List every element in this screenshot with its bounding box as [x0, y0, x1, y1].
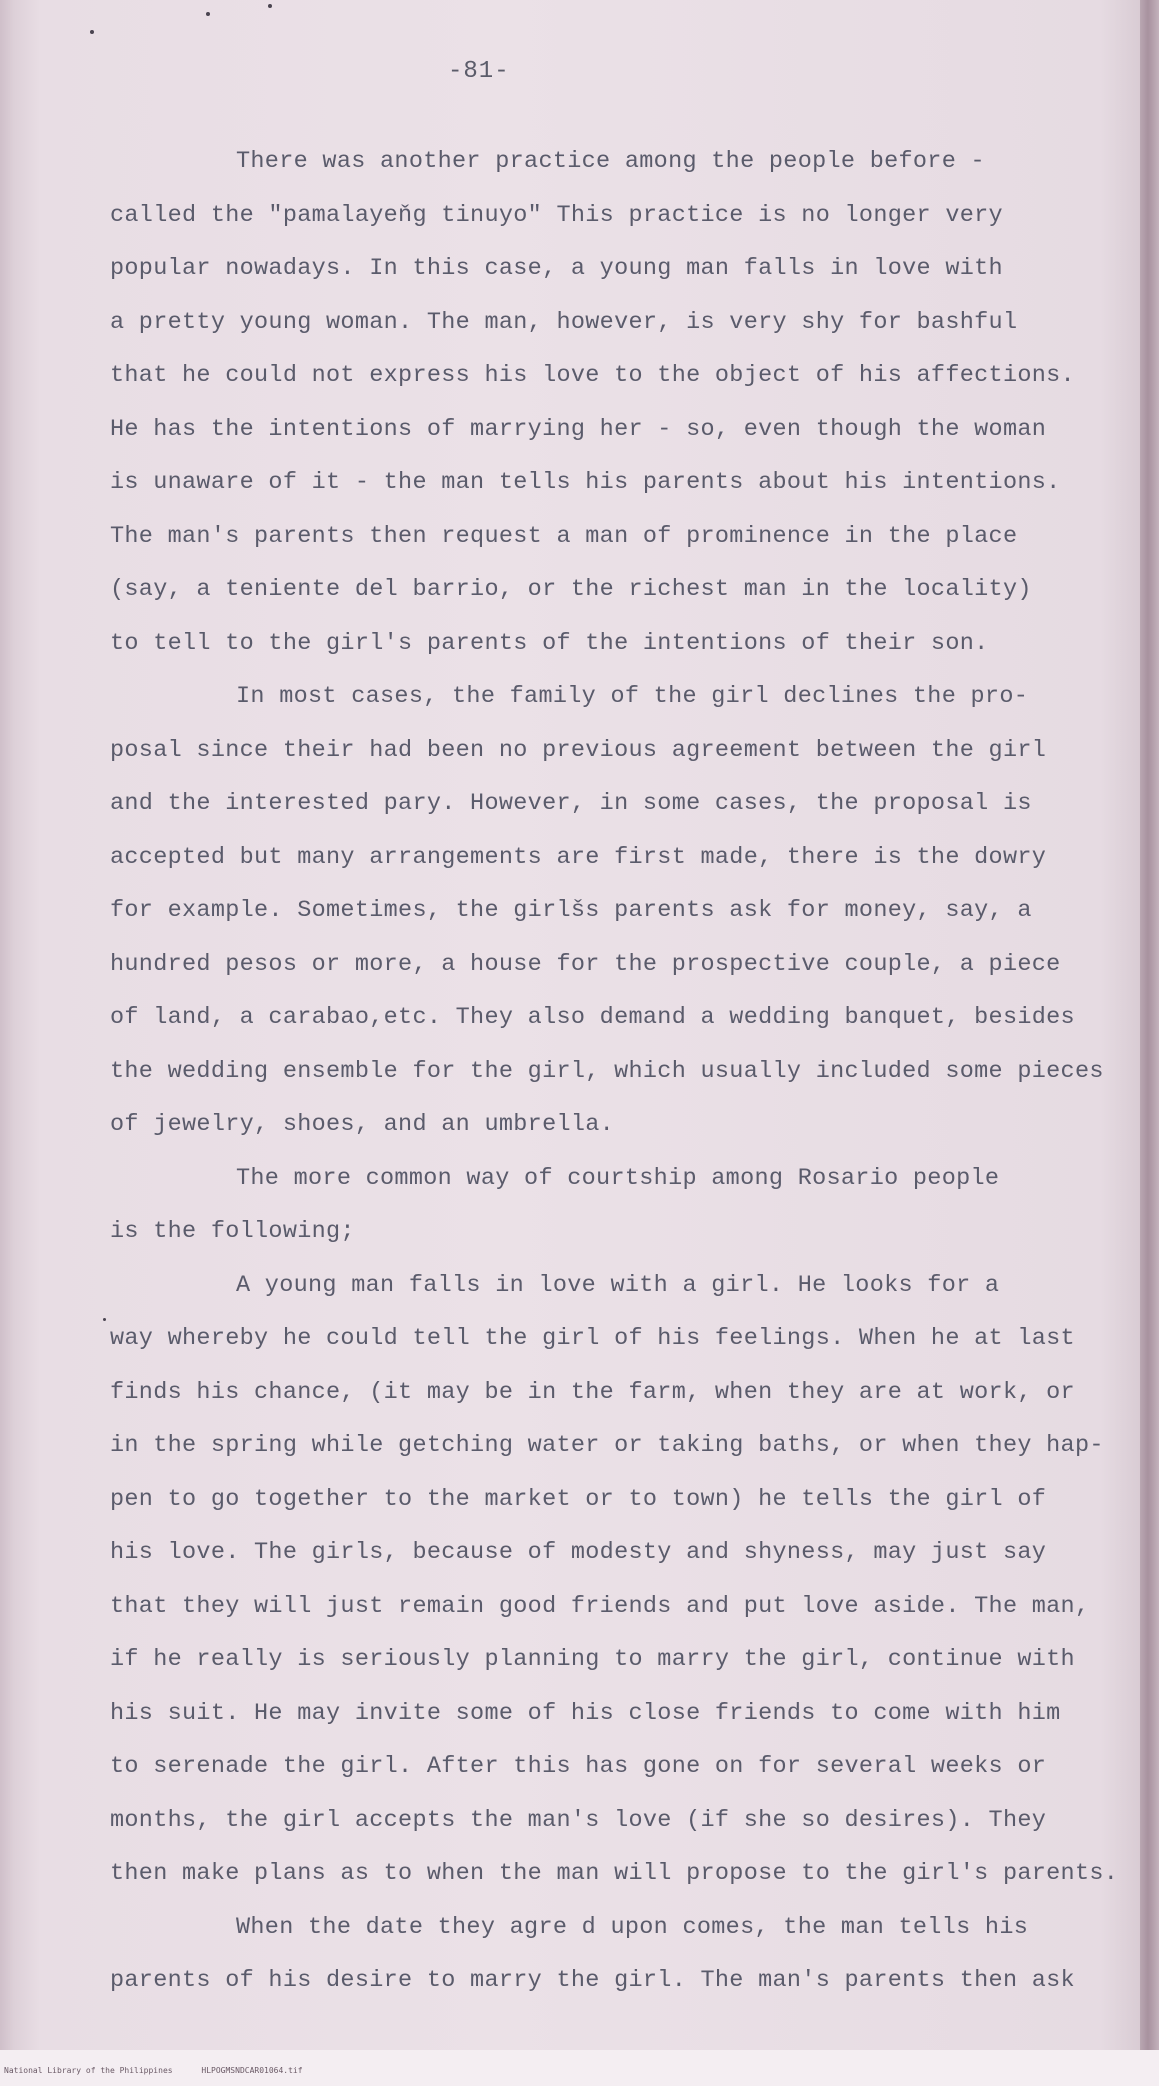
- text-line: and the interested pary. However, in some cases, the proposal is: [110, 790, 1032, 817]
- text-line: accepted but many arrangements are first made, there is the dowry: [110, 843, 1047, 871]
- text-line: The man's parents then request a man of prominence in the place: [110, 522, 1018, 550]
- page-number: -81-: [448, 58, 510, 85]
- ink-speck: [103, 1318, 106, 1321]
- text-line: is the following;: [110, 1218, 355, 1245]
- text-line: that he could not express his love to the object of his affections.: [110, 362, 1075, 389]
- text-line: is unaware of it - the man tells his parents about his intentions.: [110, 469, 1061, 496]
- text-line: parents of his desire to marry the girl. The man's parents then ask: [110, 1967, 1075, 1994]
- text-line: (say, a teniente del barrio, or the richest man in the locality): [110, 576, 1032, 603]
- text-line: pen to go together to the market or to town) he tells the girl of: [110, 1485, 1047, 1513]
- text-line: his love. The girls, because of modesty and shyness, may just say: [110, 1539, 1047, 1566]
- text-line: In most cases, the family of the girl declines the pro-: [236, 683, 1029, 710]
- text-line: popular nowadays. In this case, a young man falls in love with: [110, 255, 1003, 282]
- text-line: A young man falls in love with a girl. He looks for a: [236, 1271, 1000, 1299]
- text-line: posal since their had been no previous agreement between the girl: [110, 736, 1047, 764]
- text-line: the wedding ensemble for the girl, which usually included some pieces: [110, 1057, 1104, 1085]
- text-line: in the spring while getching water or taking baths, or when they hap-: [110, 1432, 1104, 1459]
- text-line: if he really is seriously planning to marry the girl, continue with: [110, 1646, 1075, 1673]
- text-line: He has the intentions of marrying her - so, even though the woman: [110, 415, 1047, 443]
- text-line: to serenade the girl. After this has gone on for several weeks or: [110, 1753, 1047, 1780]
- text-line: to tell to the girl's parents of the intentions of their son.: [110, 629, 989, 657]
- text-line: When the date they agre d upon comes, the man tells his: [236, 1913, 1029, 1941]
- footer-file-id: HLPOGMSNDCAR01064.tif: [201, 2066, 303, 2075]
- text-line: There was another practice among the people before -: [236, 148, 985, 175]
- text-line: of jewelry, shoes, and an umbrella.: [110, 1111, 615, 1138]
- text-line: then make plans as to when the man will propose to the girl's parents.: [110, 1860, 1119, 1887]
- text-line: months, the girl accepts the man's love (if she so desires). They: [110, 1806, 1047, 1834]
- typewritten-text: [110, 135, 1119, 2008]
- text-line: called the "pamalayeňg tinuyo" This practice is no longer very: [110, 201, 1003, 229]
- page-edge: [1140, 0, 1159, 2060]
- text-line: way whereby he could tell the girl of his feelings. When he at last: [110, 1325, 1075, 1352]
- text-line: finds his chance, (it may be in the farm, when they are at work, or: [110, 1378, 1075, 1406]
- text-line: hundred pesos or more, a house for the prospective couple, a piece: [110, 950, 1061, 978]
- text-line: for example. Sometimes, the girlšs parents ask for money, say, a: [110, 897, 1032, 924]
- text-line: a pretty young woman. The man, however, is very shy for bashful: [110, 308, 1018, 336]
- text-line: of land, a carabao,etc. They also demand a wedding banquet, besides: [110, 1004, 1075, 1031]
- footer-institution: National Library of the Philippines: [4, 2066, 173, 2075]
- ink-speck: [90, 30, 94, 34]
- text-line: his suit. He may invite some of his close friends to come with him: [110, 1699, 1061, 1727]
- text-line: that they will just remain good friends and put love aside. The man,: [110, 1592, 1090, 1620]
- text-line: The more common way of courtship among Rosario people: [236, 1164, 1000, 1192]
- ink-speck: [206, 12, 210, 16]
- scan-footer: [4, 2066, 327, 2075]
- ink-speck: [268, 4, 272, 8]
